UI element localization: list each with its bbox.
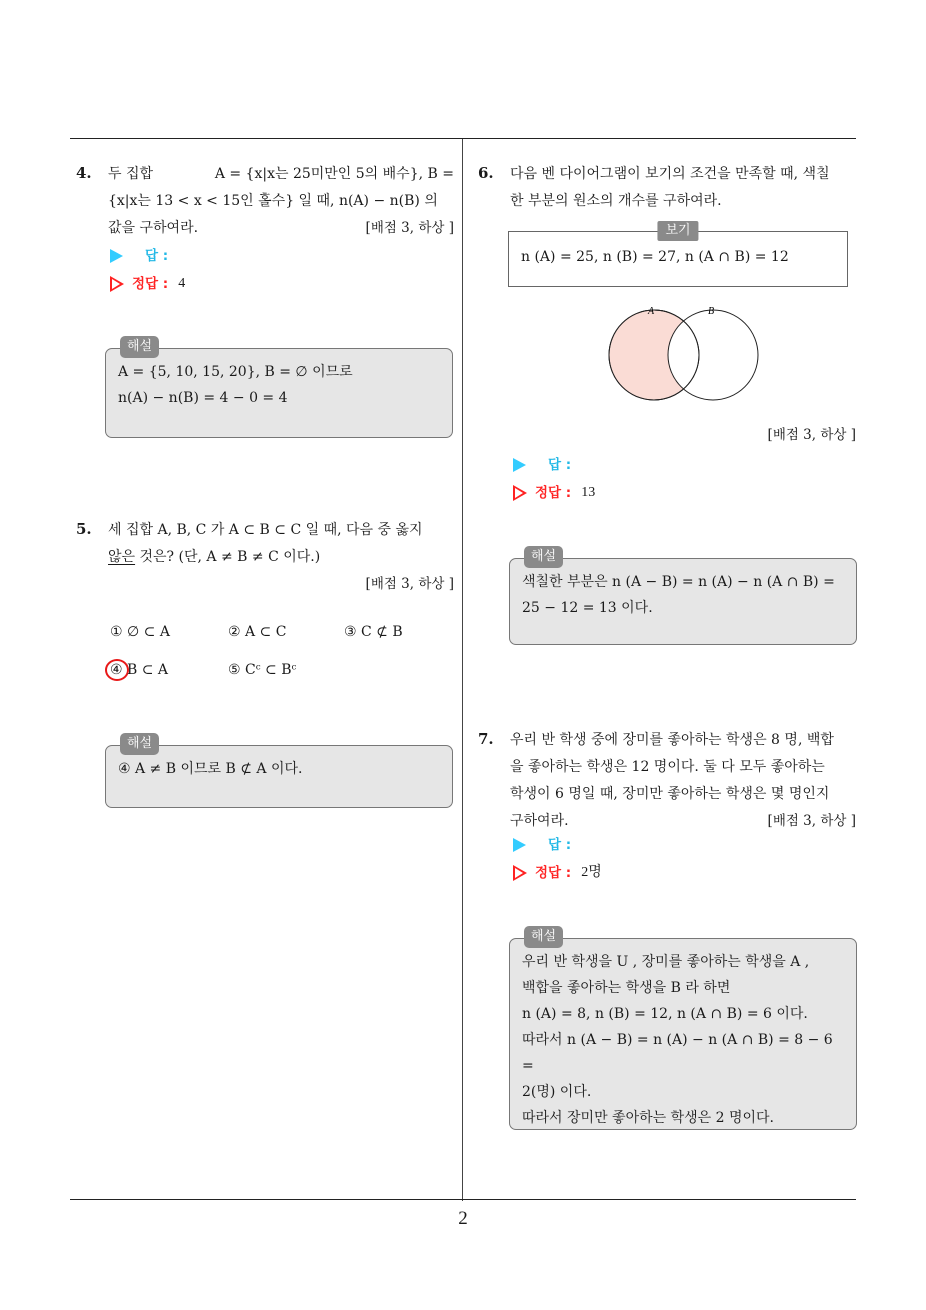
explanation-tag: 해설 (120, 336, 159, 358)
q6-correct-value: 13 (581, 485, 596, 500)
q4-explanation-box (105, 339, 453, 438)
q5-line1: 세 집합 A, B, C 가 A ⊂ B ⊂ C 일 때, 다음 중 옳지 (108, 522, 423, 538)
q4-line1 (108, 161, 454, 188)
q7-line3: 학생이 6 명일 때, 장미만 좋아하는 학생은 몇 명인지 (510, 786, 830, 802)
q6-number: 6. (478, 164, 494, 182)
answer-label: 답 : (145, 248, 169, 264)
q5-choices (110, 624, 450, 694)
explanation-tag: 해설 (120, 733, 159, 755)
q7-answer-area (513, 831, 602, 887)
q5-number: 5. (76, 520, 92, 538)
q5-explain-line1: ④ A ≠ B 이므로 B ⊄ A 이다. (118, 761, 303, 777)
top-rule (70, 138, 856, 139)
q4-line2: {x|x는 13 < x < 15인 홀수} 일 때, n(A) − n(B) 의 (108, 193, 438, 209)
q6-line2: 한 부분의 원소의 개수를 구하여라. (510, 193, 722, 209)
correct-label: 정답 : (132, 276, 169, 292)
answer-label: 답 : (548, 457, 572, 473)
q6-explanation-box (509, 549, 857, 645)
q7-line1: 우리 반 학생 중에 장미를 좋아하는 학생은 8 명, 백합 (510, 732, 834, 748)
q4-line1-b: A = {x|x는 25미만인 5의 배수}, B = (214, 166, 454, 182)
q7-explain-line5: 2(명) 이다. (522, 1084, 592, 1100)
bogi-text: n (A) = 25, n (B) = 27, n (A ∩ B) = 12 (521, 249, 789, 265)
correct-label: 정답 : (535, 865, 572, 881)
play-icon (513, 838, 526, 852)
outline-triangle-icon (110, 276, 124, 292)
q7-line2: 을 좋아하는 학생은 12 명이다. 둘 다 모두 좋아하는 (510, 759, 825, 775)
q4-explain-line1: A = {5, 10, 15, 20}, B = ∅ 이므로 (118, 364, 353, 380)
q7-explain-line2: 백합을 좋아하는 학생을 B 라 하면 (522, 980, 731, 996)
q7-text (510, 727, 856, 835)
q5-explanation-box (105, 736, 453, 808)
q7-score: [배점 3, 하상 ] (767, 813, 856, 829)
outline-triangle-icon (513, 485, 527, 501)
q7-number: 7. (478, 730, 494, 748)
bogi-tag: 보기 (657, 221, 698, 241)
venn-label-a: A (648, 306, 655, 317)
q4-score: [배점 3, 하상 ] (365, 220, 454, 236)
q7-explain-line6: 따라서 장미만 좋아하는 학생은 2 명이다. (522, 1110, 774, 1126)
venn-circle-b (668, 310, 758, 400)
q4-line3: 값을 구하여라. (108, 220, 199, 236)
q4-line1-a: 두 집합 (108, 166, 154, 182)
q5-score: [배점 3, 하상 ] (365, 576, 454, 592)
q7-explain-line4: 따라서 n (A − B) = n (A) − n (A ∩ B) = 8 − 6 = (522, 1032, 833, 1074)
q6-answer-area (513, 451, 595, 507)
venn-diagram (600, 300, 770, 410)
bottom-rule (70, 1199, 856, 1200)
q5-text (108, 517, 454, 598)
venn-label-b: B (708, 306, 715, 317)
q7-explanation-box (509, 929, 857, 1130)
q7-explain-line1: 우리 반 학생을 U , 장미를 좋아하는 학생을 A , (522, 954, 810, 970)
q4-text (108, 161, 454, 242)
correct-label: 정답 : (535, 485, 572, 501)
q5-underlined-word: 않은 (108, 549, 136, 565)
explanation-tag: 해설 (524, 546, 563, 568)
play-icon (110, 249, 123, 263)
q6-explain-line1: 색칠한 부분은 n (A − B) = n (A) − n (A ∩ B) = (522, 574, 835, 590)
page-number: 2 (458, 1208, 468, 1229)
q4-correct-value: 4 (178, 276, 186, 291)
q7-explain-line3: n (A) = 8, n (B) = 12, n (A ∩ B) = 6 이다. (522, 1006, 808, 1022)
choice-1[interactable]: ① ∅ ⊂ A (110, 624, 170, 640)
q4-number: 4. (76, 164, 92, 182)
q6-bogi-box (508, 223, 848, 287)
q7-correct-value: 2명 (581, 865, 602, 880)
q5-line2: 것은? (단, A ≠ B ≠ C 이다.) (135, 549, 321, 565)
column-divider (462, 139, 463, 1201)
q4-answer-area (110, 242, 185, 298)
choice-4[interactable]: ④ B ⊂ A (110, 662, 169, 678)
q4-explain-line2: n(A) − n(B) = 4 − 0 = 4 (118, 390, 288, 406)
answer-label: 답 : (548, 837, 572, 853)
q7-line4: 구하여라. (510, 813, 569, 829)
explanation-tag: 해설 (524, 926, 563, 948)
play-icon (513, 458, 526, 472)
q6-line1: 다음 벤 다이어그램이 보기의 조건을 만족할 때, 색칠 (510, 166, 830, 182)
choice-2[interactable]: ② A ⊂ C (228, 624, 287, 640)
q6-explain-line2: 25 − 12 = 13 이다. (522, 600, 653, 616)
q6-score: [배점 3, 하상 ] (767, 427, 856, 443)
q6-text (510, 161, 856, 215)
choice-5[interactable]: ⑤ Cᶜ ⊂ Bᶜ (228, 662, 297, 678)
outline-triangle-icon (513, 865, 527, 881)
choice-3[interactable]: ③ C ⊄ B (344, 624, 403, 640)
